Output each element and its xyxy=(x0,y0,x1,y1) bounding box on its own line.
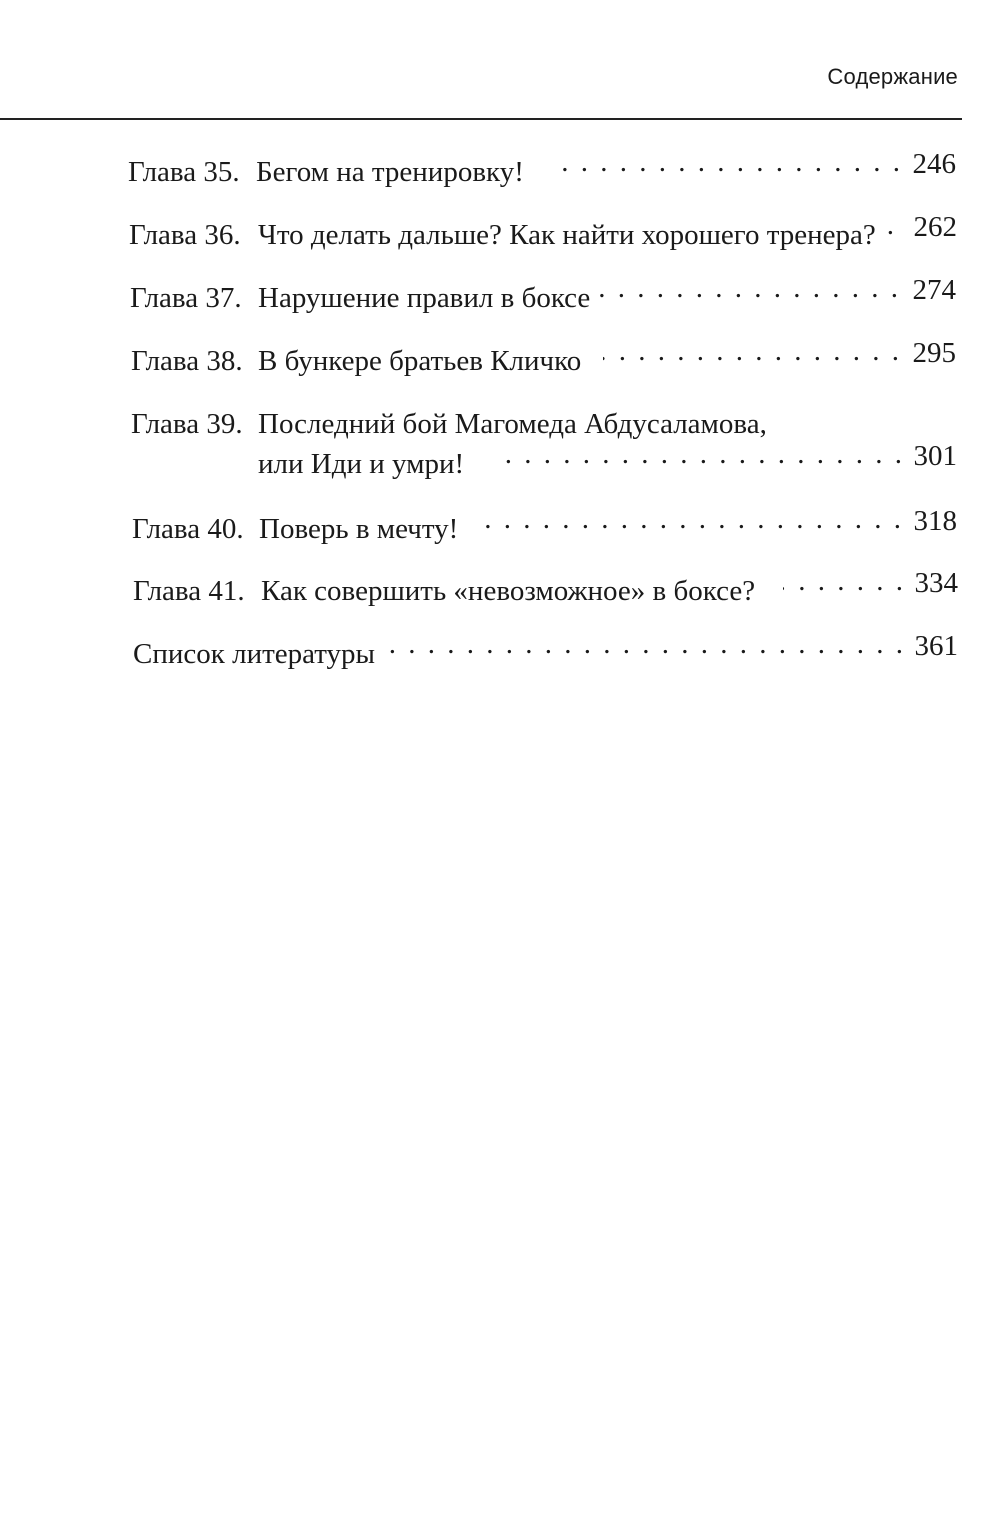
chapter-title: Что делать дальше? Как найти хорошего тренера? xyxy=(258,219,876,251)
chapter-number: Глава 41. xyxy=(133,575,245,607)
chapter-number: Глава 36. xyxy=(129,219,241,251)
chapter-number: Глава 39. xyxy=(131,408,243,440)
leader-dots xyxy=(600,290,898,304)
chapter-number: Глава 38. xyxy=(131,345,243,377)
page-number: 274 xyxy=(912,274,956,306)
leader-dots xyxy=(388,646,903,660)
chapter-title: Бегом на тренировку! xyxy=(256,156,524,188)
leader-dots xyxy=(874,227,894,241)
chapter-number: Глава 40. xyxy=(132,513,244,545)
leader-dots xyxy=(506,456,902,470)
chapter-title: Как совершить «невозможное» в боксе? xyxy=(261,575,756,607)
chapter-title: В бункере братьев Кличко xyxy=(258,345,582,377)
leader-dots xyxy=(603,353,899,367)
chapter-title: Последний бой Магомеда Абдусаламова, xyxy=(258,408,767,440)
chapter-title: Нарушение правил в боксе xyxy=(258,282,591,314)
chapter-number: Глава 35. xyxy=(128,156,240,188)
page-number: 334 xyxy=(914,567,958,599)
header-rule xyxy=(0,118,962,120)
page-number: 246 xyxy=(912,148,956,180)
chapter-title: Поверь в мечту! xyxy=(259,513,459,545)
page-number: 262 xyxy=(913,211,957,243)
leader-dots xyxy=(783,583,903,597)
chapter-number: Глава 37. xyxy=(130,282,242,314)
leader-dots xyxy=(548,164,900,178)
page-number: 301 xyxy=(913,440,957,472)
page-number: 318 xyxy=(913,505,957,537)
page-number: 295 xyxy=(912,337,956,369)
bibliography-title: Список литературы xyxy=(133,638,376,670)
leader-dots xyxy=(477,521,901,535)
running-head: Содержание xyxy=(827,64,958,89)
chapter-title-continued: или Иди и умри! xyxy=(258,448,465,480)
page-number: 361 xyxy=(914,630,958,662)
